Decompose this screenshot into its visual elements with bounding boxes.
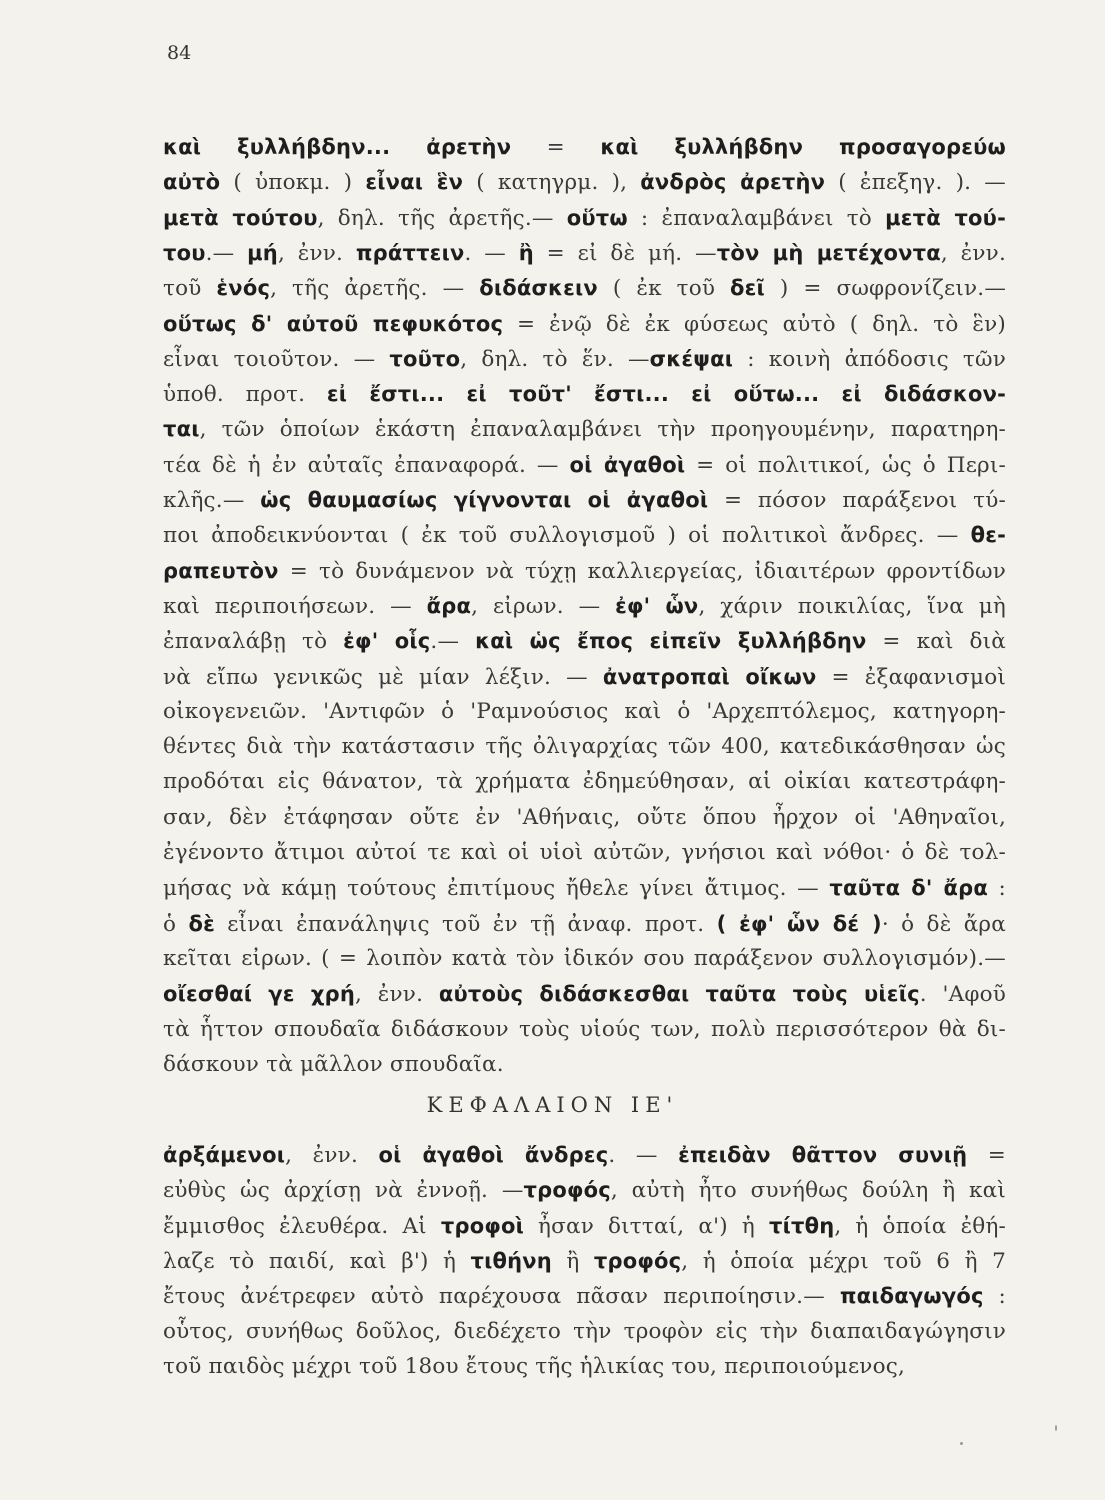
commentary-text: , τῆς ἀρετῆς. —: [270, 276, 480, 302]
commentary-text: =: [967, 1143, 1006, 1168]
commentary-text: ( ἐκ τοῦ: [597, 276, 731, 302]
text-line: [163, 909, 1006, 940]
lemma-bold: τροφός: [523, 1178, 611, 1203]
lemma-bold: ἐπειδὰν θᾶττον συνιῇ: [678, 1143, 968, 1167]
commentary-text: θέντες διὰ τὴν κατάστασιν τῆς ὀλιγαρχίας τῶν 400, κατεδικάσθησαν ὡς: [163, 734, 1006, 760]
lemma-bold: θε-: [970, 523, 1006, 548]
commentary-text: , χάριν ποικιλίας, ἵνα μὴ: [698, 593, 1006, 619]
lemma-bold: εἶναι ἓν: [365, 170, 464, 195]
lemma-bold: ται: [163, 417, 200, 442]
lemma-bold: ἐφ' ὧν: [615, 593, 699, 618]
lemma-bold: τροφός: [593, 1248, 682, 1273]
commentary-text: , τῶν ὁποίων ἑκάστη ἐπαναλαμβάνει τὴν προηγουμένην, παρατηρη-: [199, 417, 1006, 443]
text-line: [163, 238, 1006, 269]
commentary-text: νὰ εἴπω γενικῶς μὲ μίαν λέξιν. —: [163, 664, 603, 690]
commentary-text: : ἐπαναλαμβάνει τὸ: [627, 205, 886, 231]
lemma-bold: ὡς θαυμασίως γίγνονται οἱ ἀγαθοὶ: [260, 488, 709, 512]
text-line: [163, 1246, 1006, 1277]
commentary-text: τοῦ παιδὸς μέχρι τοῦ 18ου ἔτους τῆς ἡλικίας του, περιποιούμενος,: [163, 1353, 905, 1379]
commentary-text: ἔτους ἀνέτρεφεν αὐτὸ παρέχουσα πᾶσαν περιποίησιν.—: [163, 1284, 840, 1310]
commentary-text: εὐθὺς ὡς ἀρχίσῃ νὰ ἐννοῇ. —: [163, 1178, 524, 1204]
lemma-bold: αὐτοὺς διδάσκεσθαι ταῦτα τοὺς υἱεῖς: [438, 982, 920, 1007]
commentary-text: = ἐξαφανισμοὶ: [816, 664, 1006, 690]
text-line: [163, 591, 1006, 622]
lemma-bold: τὸν μὴ μετέχοντα: [716, 240, 941, 265]
lemma-bold: εἰ ἔστι... εἰ τοῦτ' ἔστι... εἰ οὕτω... εἰ διδάσκον-: [326, 382, 1006, 407]
commentary-text: :: [983, 1284, 1006, 1310]
commentary-text: ἢ: [551, 1248, 594, 1274]
lemma-bold: ἢ: [518, 240, 534, 265]
commentary-text: σαν, δὲν ἐτάφησαν οὔτε ἐν 'Αθήναις, οὔτε ὅπου ἦρχον οἱ 'Αθηναῖοι,: [163, 804, 1006, 830]
text-line: [163, 979, 1006, 1010]
commentary-text: ἐπαναλάβῃ τὸ: [163, 629, 344, 655]
commentary-text: , ἐνν.: [355, 982, 439, 1008]
page-number: 84: [167, 42, 192, 64]
text-line: [163, 626, 1006, 657]
commentary-text: = τὸ δυνάμενον νὰ τύχῃ καλλιεργείας, ἰδιαιτέρων φροντίδων: [278, 558, 1006, 584]
commentary-text: ( κατηγρμ. ),: [463, 170, 641, 196]
text-line: [163, 662, 1006, 693]
lemma-bold: ἄρα: [426, 593, 472, 618]
text-line: [163, 485, 1006, 516]
text-line: [163, 132, 1006, 163]
lemma-bold: ἐφ' οἷς: [343, 629, 431, 654]
chapter-heading: ΚΕΦΑΛΑΙΟΝ ΙΕ': [426, 1093, 679, 1117]
commentary-text: = ἐνῷ δὲ ἐκ φύσεως αὐτὸ ( δηλ. τὸ ἓν): [503, 311, 1007, 337]
commentary-text: . —: [608, 1143, 679, 1168]
commentary-text: τέα δὲ ἡ ἐν αὐταῖς ἐπαναφορά. —: [163, 452, 570, 478]
commentary-text: κεῖται εἰρων. ( = λοιπὸν κατὰ τὸν ἰδικόν σου παράξενον συλλογισμόν).—: [163, 945, 1006, 971]
commentary-text: , δηλ. τὸ ἕν. —: [460, 346, 650, 372]
text-line: [163, 520, 1006, 551]
commentary-text: .—: [205, 240, 248, 266]
commentary-text: εἶναι ἐπανάληψις τοῦ ἐν τῇ ἀναφ. προτ.: [214, 911, 717, 937]
lemma-bold: δεῖ: [730, 276, 765, 301]
lemma-bold: δὲ: [188, 911, 215, 936]
text-line: [163, 379, 1006, 410]
lemma-bold: ἀνδρὸς ἀρετὴν: [640, 170, 826, 195]
commentary-text: , εἰρων. —: [471, 593, 616, 619]
lemma-bold: καὶ ξυλλήβδην προσαγορεύω: [600, 135, 1006, 159]
commentary-text: οἰκογενειῶν. 'Αντιφῶν ὁ 'Ραμνούσιος καὶ ὁ 'Αρχεπτόλεμος, κατηγορη-: [163, 698, 1006, 724]
commentary-text: ἦσαν διτταί, α') ἡ: [523, 1213, 769, 1239]
lemma-bold: ταῦτα δ' ἄρα: [829, 876, 989, 901]
text-line: [163, 732, 1006, 762]
commentary-text: λαζε τὸ παιδί, καὶ β') ἡ: [163, 1248, 471, 1274]
text-line: [163, 556, 1006, 587]
lemma-bold: τιθήνη: [470, 1248, 552, 1273]
commentary-text: κλῆς.—: [163, 488, 261, 513]
text-line: [163, 1352, 1006, 1382]
lemma-bold: ἑνός: [216, 276, 271, 301]
commentary-text: προδόται εἰς θάνατον, τὰ χρήματα ἐδημεύθησαν, αἱ οἰκίαι κατεστράφη-: [163, 769, 1006, 795]
text-line: [163, 1050, 1006, 1080]
commentary-text: εἶναι τοιοῦτον. —: [163, 346, 390, 372]
lemma-bold: μή: [247, 240, 278, 265]
commentary-text: . —: [464, 240, 519, 266]
commentary-text: · ὁ δὲ ἄρα: [881, 911, 1006, 937]
commentary-text: = εἰ δὲ μή. —: [533, 240, 717, 266]
lemma-bold: μετὰ τού-: [885, 205, 1006, 230]
lemma-bold: τοῦτο: [389, 346, 461, 371]
text-line: [163, 1175, 1006, 1206]
lemma-bold: καὶ ξυλλήβδην... ἀρετὴν: [163, 135, 512, 159]
commentary-text: ἐγένοντο ἄτιμοι αὐτοί τε καὶ οἱ υἱοὶ αὐτῶν, γνήσιοι καὶ νόθοι· ὁ δὲ τολ-: [163, 840, 1006, 865]
paper-speck: [1055, 1425, 1057, 1431]
lemma-bold: οὕτω: [566, 205, 628, 230]
commentary-text: :: [988, 876, 1006, 902]
text-line: [163, 309, 1006, 340]
commentary-text: ἔμμισθος ἐλευθέρα. Αἱ: [163, 1213, 441, 1239]
commentary-text: , αὐτὴ ἦτο συνήθως δούλη ἢ καὶ: [610, 1178, 1006, 1204]
text-line: [163, 344, 1006, 375]
text-line: [163, 1317, 1006, 1347]
commentary-text: τοῦ: [163, 276, 217, 302]
text-line: [163, 873, 1006, 904]
commentary-text: ( ὑποκμ. ): [220, 170, 366, 196]
commentary-text: τὰ ἧττον σπουδαῖα διδάσκουν τοὺς υἱούς των, πολὺ περισσότερον θὰ δι-: [163, 1016, 1006, 1042]
text-line: [163, 203, 1006, 234]
lemma-bold: ( ἐφ' ὧν δέ ): [716, 911, 882, 936]
commentary-text: δάσκουν τὰ μᾶλλον σπουδαῖα.: [163, 1051, 504, 1077]
commentary-text: , ἐνν.: [277, 240, 356, 266]
commentary-text: , ἡ ὁποία ἐθή-: [834, 1213, 1006, 1239]
text-line: [163, 273, 1006, 304]
lemma-bold: ραπευτὸν: [163, 558, 279, 583]
text-line: [163, 1211, 1006, 1242]
lemma-bold: οἱ ἀγαθοὶ ἄνδρες: [378, 1143, 609, 1167]
lemma-bold: οἴεσθαί γε χρή: [163, 982, 356, 1007]
commentary-text: . 'Αφοῦ: [919, 982, 1007, 1008]
commentary-text: = οἱ πολιτικοί, ὡς ὁ Περι-: [685, 452, 1006, 478]
text-line: [163, 803, 1006, 833]
lemma-bold: σκέψαι: [649, 346, 734, 371]
lemma-bold: αὐτὸ: [163, 170, 221, 195]
lemma-bold: παιδαγωγός: [839, 1284, 984, 1309]
lemma-bold: οἱ ἀγαθοὶ: [569, 452, 686, 477]
text-line: [163, 944, 1006, 974]
commentary-text: ) = σωφρονίζειν.—: [764, 276, 1007, 302]
commentary-text: ποι ἀποδεικνύονται ( ἐκ τοῦ συλλογισμοῦ ) οἱ πολιτικοὶ ἄνδρες. —: [163, 523, 971, 549]
lemma-bold: μετὰ τούτου: [163, 205, 318, 230]
lemma-bold: πράττειν: [355, 240, 465, 265]
commentary-text: : κοινὴ ἀπόδοσις τῶν: [733, 346, 1006, 372]
commentary-text: , ἡ ὁποία μέχρι τοῦ 6 ἢ 7: [681, 1248, 1006, 1274]
lemma-bold: καὶ ὡς ἔπος εἰπεῖν ξυλλήβδην: [475, 629, 867, 654]
commentary-text: , ἐνν.: [940, 240, 1006, 266]
lemma-bold: ἀνατροπαὶ οἴκων: [602, 664, 817, 689]
lemma-bold: τροφοὶ: [440, 1213, 524, 1238]
text-line: [163, 838, 1006, 868]
lemma-bold: του: [163, 240, 206, 265]
commentary-text: = καὶ διὰ: [866, 629, 1007, 655]
commentary-text: , ἐνν.: [285, 1143, 379, 1168]
lemma-bold: διδάσκειν: [479, 276, 598, 301]
text-line: [163, 1140, 1006, 1171]
commentary-text: ὑποθ. προτ.: [163, 382, 327, 408]
text-line: [163, 1281, 1006, 1312]
commentary-text: = πόσον παράξενοι τύ-: [708, 488, 1006, 513]
text-line: [163, 697, 1006, 727]
text-line: [163, 167, 1006, 198]
commentary-text: καὶ περιποιήσεων. —: [163, 593, 427, 619]
commentary-text: , δηλ. τῆς ἀρετῆς.—: [317, 205, 567, 231]
text-line: [163, 450, 1006, 481]
commentary-text: ὁ: [163, 911, 189, 937]
lemma-bold: οὕτως δ' αὐτοῦ πεφυκότος: [163, 311, 504, 336]
commentary-text: .—: [430, 629, 476, 655]
commentary-text: ( ἐπεξηγ. ). —: [825, 170, 1006, 196]
text-line: [163, 767, 1006, 797]
commentary-text: οὗτος, συνήθως δοῦλος, διεδέχετο τὴν τροφὸν εἰς τὴν διαπαιδαγώγησιν: [163, 1318, 1006, 1344]
lemma-bold: τίτθη: [768, 1213, 835, 1238]
lemma-bold: ἀρξάμενοι: [163, 1143, 286, 1167]
commentary-text: μήσας νὰ κάμῃ τούτους ἐπιτίμους ἤθελε γίνει ἄτιμος. —: [163, 876, 830, 902]
text-line: [163, 414, 1006, 445]
paper-speck: [960, 1442, 963, 1445]
text-line: [163, 1015, 1006, 1045]
commentary-text: =: [511, 135, 601, 160]
